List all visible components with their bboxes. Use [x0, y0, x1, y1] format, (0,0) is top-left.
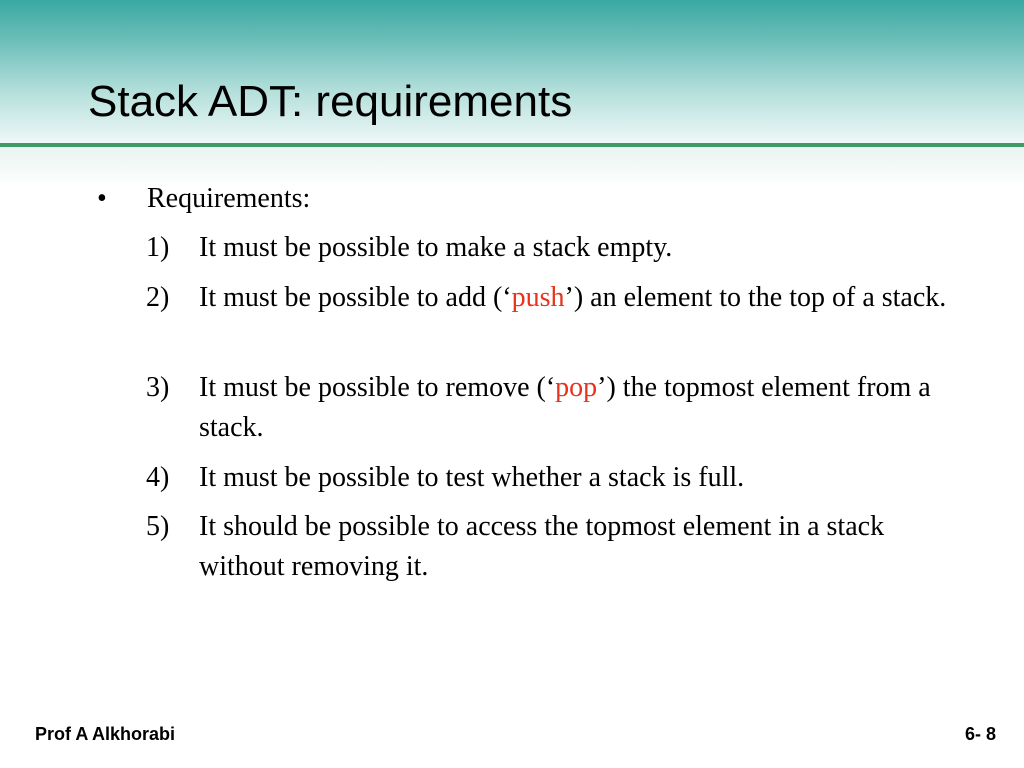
item-text-after: ’) the topmost element from a stack.	[199, 372, 931, 443]
item-text	[199, 278, 964, 318]
keyword-pop: pop	[555, 372, 598, 403]
slide-title: Stack ADT: requirements	[88, 77, 573, 126]
footer-page-number: 6- 8	[964, 724, 996, 744]
item-text: It must be possible to make a stack empty.	[199, 232, 673, 263]
keyword-push: push	[511, 282, 565, 313]
item-number: 1)	[146, 232, 170, 263]
item-text-before: It must be possible to add (‘	[199, 282, 512, 313]
bullet-marker: •	[97, 183, 107, 214]
item-text-after: ’) an element to the top of a stack.	[564, 282, 947, 313]
bullet-label: Requirements:	[147, 183, 311, 214]
item-text	[199, 368, 964, 448]
footer-author: Prof A Alkhorabi	[35, 724, 176, 744]
bullet-requirements	[97, 179, 310, 219]
item-number: 2)	[146, 282, 170, 313]
item-number: 4)	[146, 462, 170, 493]
item-number: 5)	[146, 511, 170, 542]
item-text: It must be possible to test whether a stack is full.	[199, 462, 745, 493]
item-number: 3)	[146, 372, 170, 403]
item-text: It should be possible to access the topmost element in a stack without removing it.	[199, 511, 885, 582]
item-text-before: It must be possible to remove (‘	[199, 372, 556, 403]
